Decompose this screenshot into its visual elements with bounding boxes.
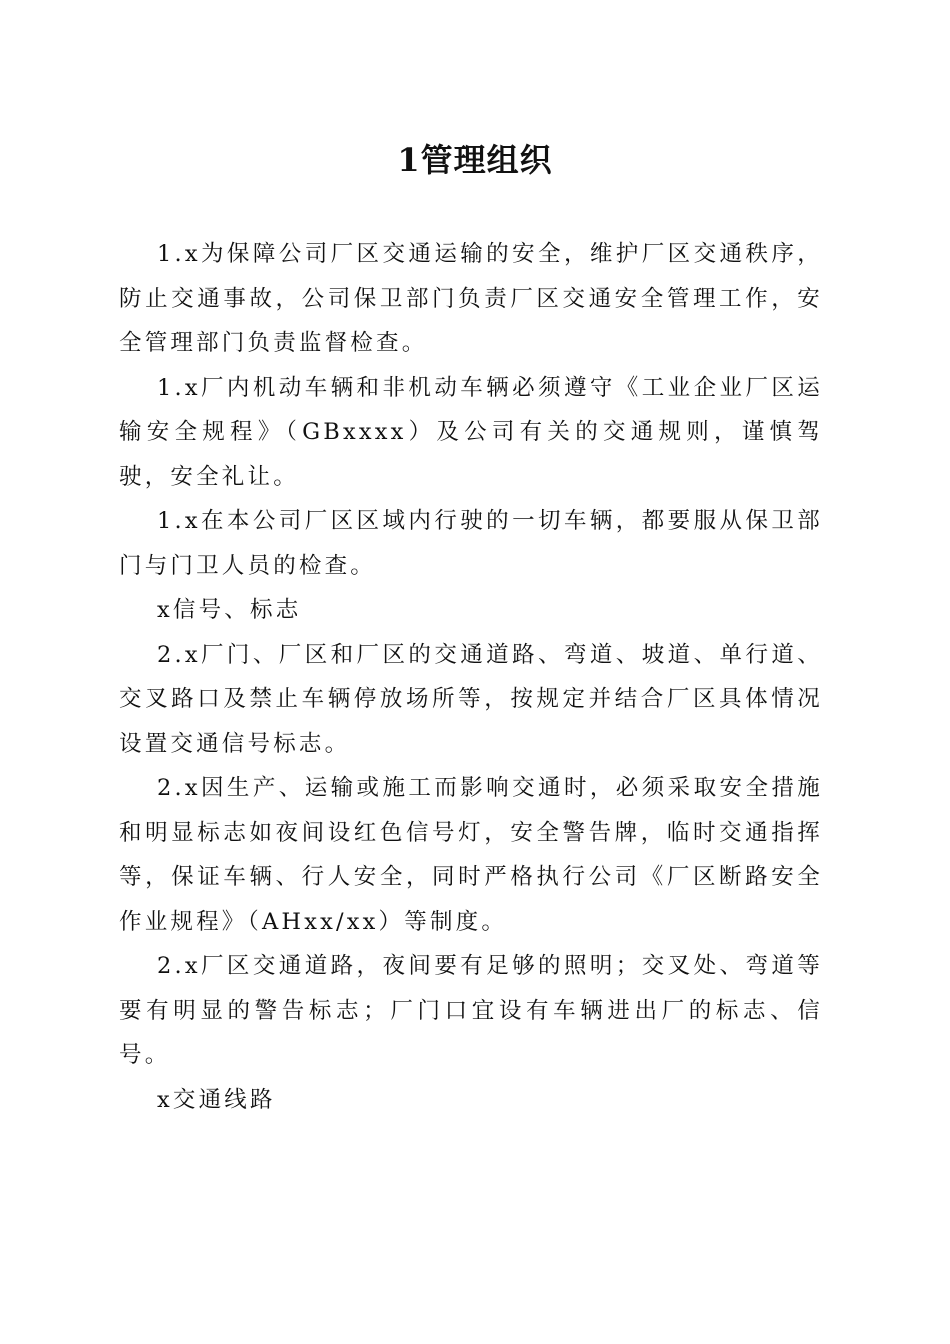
paragraph-2-2: 2.x因生产、运输或施工而影响交通时，必须采取安全措施和明显标志如夜间设红色信号灯，安全警告牌，临时交通指挥等，保证车辆、行人安全，同时严格执行公司《厂区断路安全作业规程》（AHxx/xx）等制度。 [119, 775, 823, 935]
paragraph-1-3: 1.x在本公司厂区区域内行驶的一切车辆，都要服从保卫部门与门卫人员的检查。 [119, 508, 823, 579]
document-body [119, 232, 823, 1122]
paragraph-2-1: 2.x厂门、厂区和厂区的交通道路、弯道、坡道、单行道、交叉路口及禁止车辆停放场所等，按规定并结合厂区具体情况设置交通信号标志。 [119, 641, 823, 757]
section-heading-signals: x信号、标志 [157, 597, 302, 623]
paragraph-1-2: 1.x厂内机动车辆和非机动车辆必须遵守《工业企业厂区运输安全规程》（GBxxxx）及公司有关的交通规则，谨慎驾驶，安全礼让。 [119, 374, 823, 490]
paragraph-2-3: 2.x厂区交通道路，夜间要有足够的照明；交叉处、弯道等要有明显的警告标志；厂门口宜设有车辆进出厂的标志、信号。 [119, 953, 823, 1068]
paragraph-1-1: 1.x为保障公司厂区交通运输的安全，维护厂区交通秩序，防止交通事故，公司保卫部门负责厂区交通安全管理工作，安全管理部门负责监督检查。 [119, 241, 823, 356]
section-heading-routes: x交通线路 [157, 1086, 276, 1113]
document-title: 1管理组织 [397, 141, 553, 179]
